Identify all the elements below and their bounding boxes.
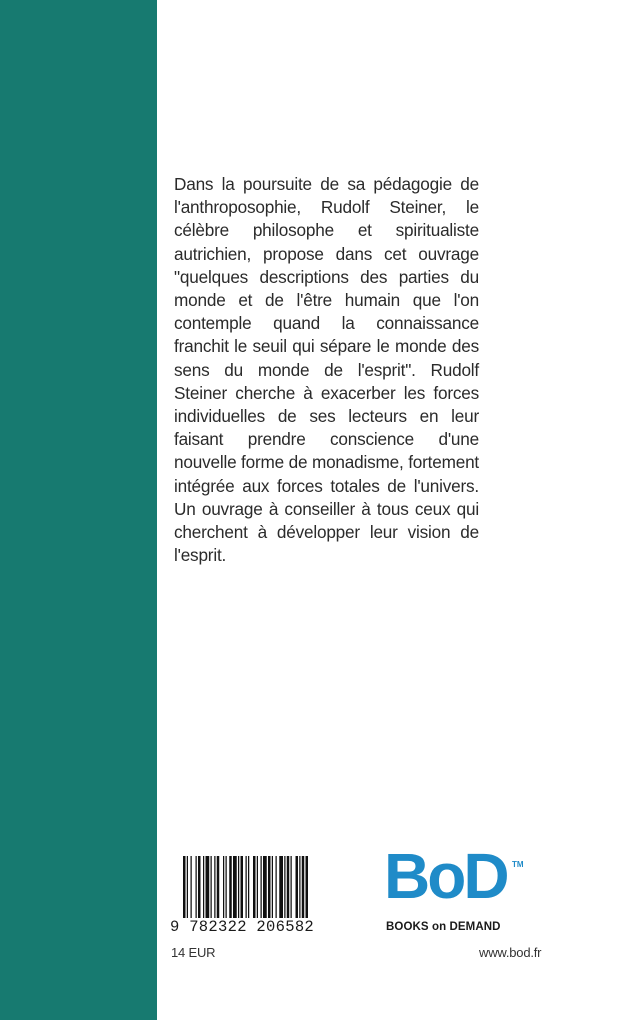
book-description: Dans la poursuite de sa pédagogie de l'anthroposophie, Rudolf Steiner, le célèbre philosophe et spiritualiste autrichien, propose dans cet ouvrage "quelques descriptions des parties du monde et de l'être humain que l'on contemple quand la connaissance franchit le seuil qui sépare le monde des sens du monde de l'esprit". Rudolf Steiner cherche à exacerber les forces individuelles de ses lecteurs en leur faisant prendre conscience d'une nouvelle forme de monadisme, fortement intégrée aux forces totales de l'univers. Un ouvrage à conseiller à tous ceux qui cherchent à développer leur vision de l'esprit. (174, 174, 479, 566)
spine-color-band (0, 0, 157, 1020)
publisher-logo (384, 840, 534, 938)
logo-letters: BoD (384, 840, 507, 912)
logo-tagline: BOOKS on DEMAND (386, 921, 501, 933)
isbn-number: 9 782322 206582 (170, 918, 315, 936)
publisher-website: www.bod.fr (479, 945, 542, 960)
price-label: 14 EUR (171, 945, 216, 960)
isbn-barcode (170, 852, 345, 938)
barcode-icon (183, 856, 343, 918)
trademark-symbol: TM (512, 860, 524, 869)
